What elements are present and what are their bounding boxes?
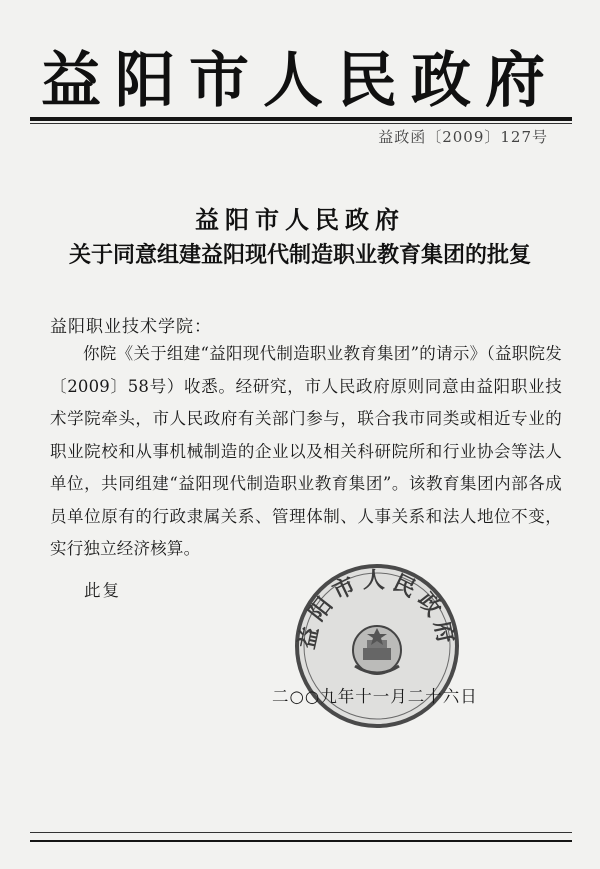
national-emblem-icon (353, 626, 401, 674)
document-number: 益政函〔2009〕127号 (378, 128, 548, 146)
recipient: 益阳职业技术学院： (50, 317, 212, 337)
footer-rule-thick (30, 840, 572, 842)
body-paragraph: 你院《关于组建“益阳现代制造职业教育集团”的请示》（益职院发〔2009〕58号）收悉。经研究，市人民政府原则同意由益阳职业技术学院牵头，市人民政府有关部门参与，联合我市同类或相近专业的职业院校和从事机械制造的企业以及相关科研院所和行业协会等法人单位，共同组建“益阳现代制造职业教育集团”。该教育集团内部各成员单位原有的行政隶属关系、管理体制、人事关系和法人地位不变，实行独立经济核算。 (50, 344, 562, 558)
closing-phrase: 此复 (84, 581, 121, 600)
masthead-rule (30, 117, 572, 121)
footer-rule (30, 832, 572, 833)
document-title-subject: 关于同意组建益阳现代制造职业教育集团的批复 (68, 242, 531, 268)
masthead-rule-thin (30, 123, 572, 124)
masthead-title: 益阳市人民政府 (41, 46, 559, 116)
masthead (0, 22, 600, 116)
document-title-issuer: 益阳市人民政府 (195, 205, 405, 234)
seal-text: 益阳市人民政府 (293, 567, 461, 652)
issue-date: 二○○九年十一月二十六日 (272, 687, 478, 706)
